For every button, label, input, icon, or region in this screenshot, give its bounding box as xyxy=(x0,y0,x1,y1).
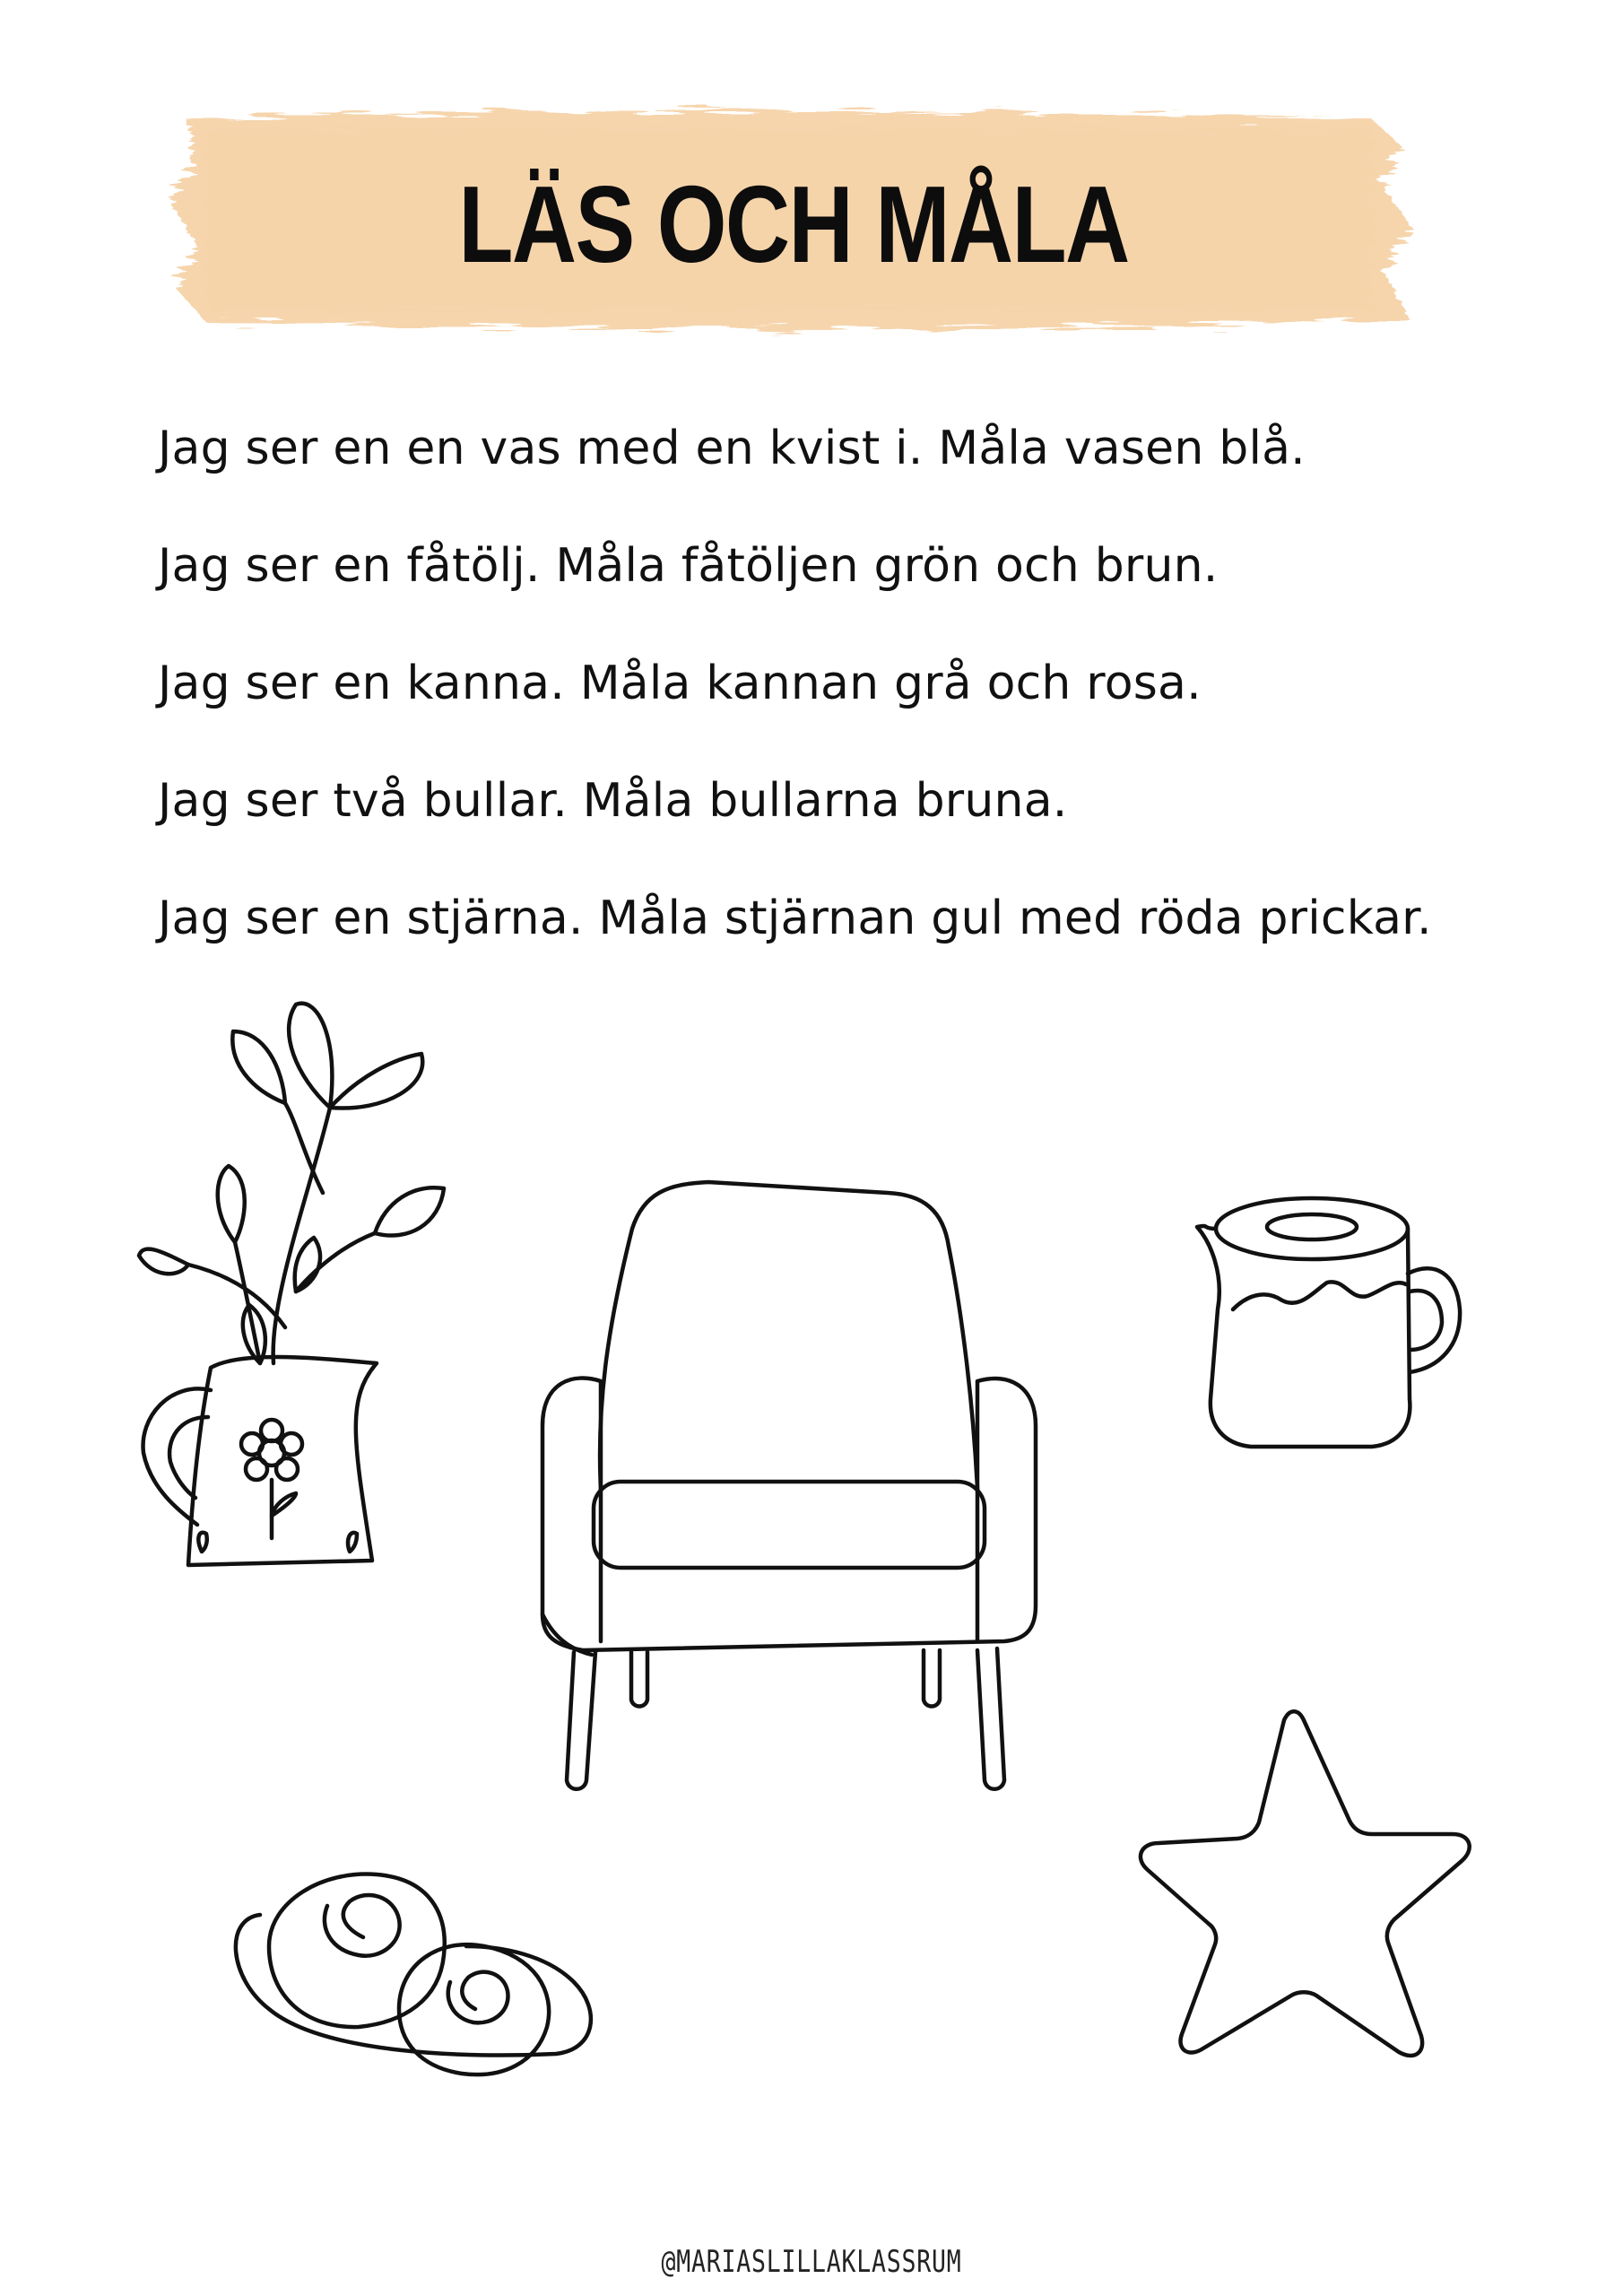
page-title: LÄS OCH MÅLA xyxy=(458,163,1129,285)
instruction-buns: Jag ser två bullar. Måla bullarna bruna. xyxy=(158,774,1068,828)
jug-icon xyxy=(1197,1198,1460,1447)
vase-with-branch-icon xyxy=(139,1004,444,1565)
instruction-armchair: Jag ser en fåtölj. Måla fåtöljen grön och brun. xyxy=(158,539,1219,593)
instruction-star: Jag ser en stjärna. Måla stjärnan gul med röda prickar. xyxy=(158,891,1432,945)
armchair-icon xyxy=(542,1182,1036,1789)
buns-icon xyxy=(236,1874,591,2075)
star-icon xyxy=(1141,1711,1470,2056)
footer-credit: @MARIASLILLAKLASSRUM xyxy=(661,2244,962,2280)
instruction-jug: Jag ser en kanna. Måla kannan grå och rosa. xyxy=(158,657,1202,710)
instruction-vase: Jag ser en en vas med en kvist i. Måla vasen blå. xyxy=(158,422,1306,475)
